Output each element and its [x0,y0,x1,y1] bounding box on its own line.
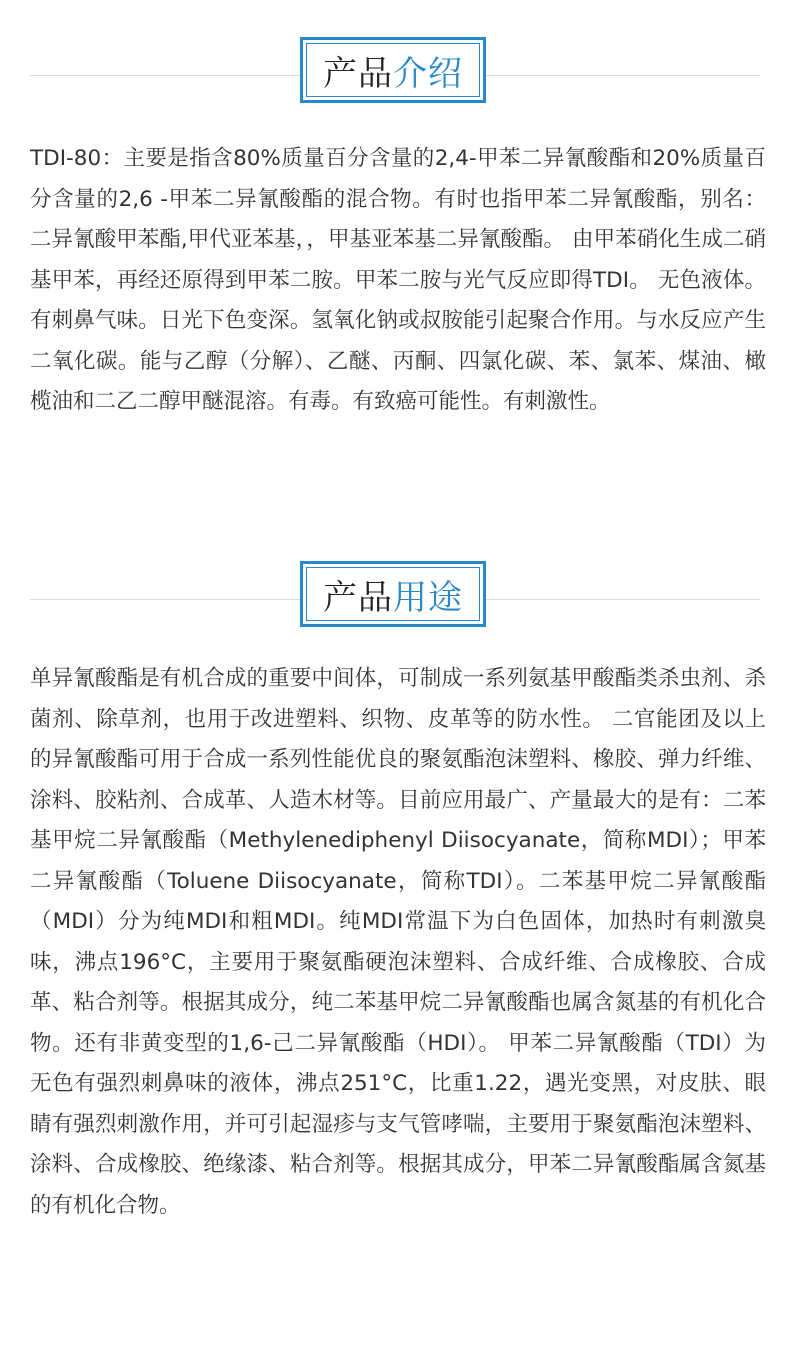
usage-title-accent: 用途 [393,577,463,618]
intro-title-main: 产品 [323,53,393,94]
intro-title-accent: 介绍 [393,53,463,94]
intro-paragraph: TDI-80：主要是指含80%质量百分含量的2,4-甲苯二异氰酸酯和20%质量百分含量的2,6 -甲苯二异氰酸酯的混合物。有时也指甲苯二异氰酸酯，别名：二异氰酸甲苯酯,甲代亚苯基，，甲基亚苯基二异氰酸酯。 由甲苯硝化生成二硝基甲苯，再经还原得到甲苯二胺。甲苯二胺与光气反应即得TDI。 无色液体。有刺鼻气味。日光下色变深。氢氧化钠或叔胺能引起聚合作用。与水反应产生二氧化碳。能与乙醇（分解）、乙醚、丙酮、四氯化碳、苯、氯苯、煤油、橄榄油和二乙二醇甲醚混溶。有毒。有致癌可能性。有刺激性。 [30,146,766,414]
intro-title [306,43,480,97]
usage-section-header [30,561,760,641]
usage-title-box [300,561,486,627]
intro-title-box [300,37,486,103]
usage-title-main: 产品 [323,577,393,618]
intro-section-header [30,37,760,117]
usage-title [306,567,480,621]
usage-paragraph: 单异氰酸酯是有机合成的重要中间体，可制成一系列氨基甲酸酯类杀虫剂、杀菌剂、除草剂，也用于改进塑料、织物、皮革等的防水性。 二官能团及以上的异氰酸酯可用于合成一系列性能优良的聚氨酯泡沫塑料、橡胶、弹力纤维、涂料、胶粘剂、合成革、人造木材等。目前应用最广、产量最大的是有：二苯基甲烷二异氰酸酯（Methylenediphenyl Diisocyanate，简称MDI）；甲苯二异氰酸酯（Toluene Diisocyanate，简称TDI）。二苯基甲烷二异氰酸酯（MDI）分为纯MDI和粗MDI。纯MDI常温下为白色固体，加热时有刺激臭味，沸点196°C，主要用于聚氨酯硬泡沫塑料、合成纤维、合成橡胶、合成革、粘合剂等。根据其成分，纯二苯基甲烷二异氰酸酯也属含氮基的有机化合物。还有非黄变型的1,6-己二异氰酸酯（HDI）。 甲苯二异氰酸酯（TDI）为无色有强烈刺鼻味的液体，沸点251°C，比重1.22，遇光变黑，对皮肤、眼睛有强烈刺激作用，并可引起湿疹与支气管哮喘，主要用于聚氨酯泡沫塑料、涂料、合成橡胶、绝缘漆、粘合剂等。根据其成分，甲苯二异氰酸酯属含氮基的有机化合物。 [30,666,766,1218]
